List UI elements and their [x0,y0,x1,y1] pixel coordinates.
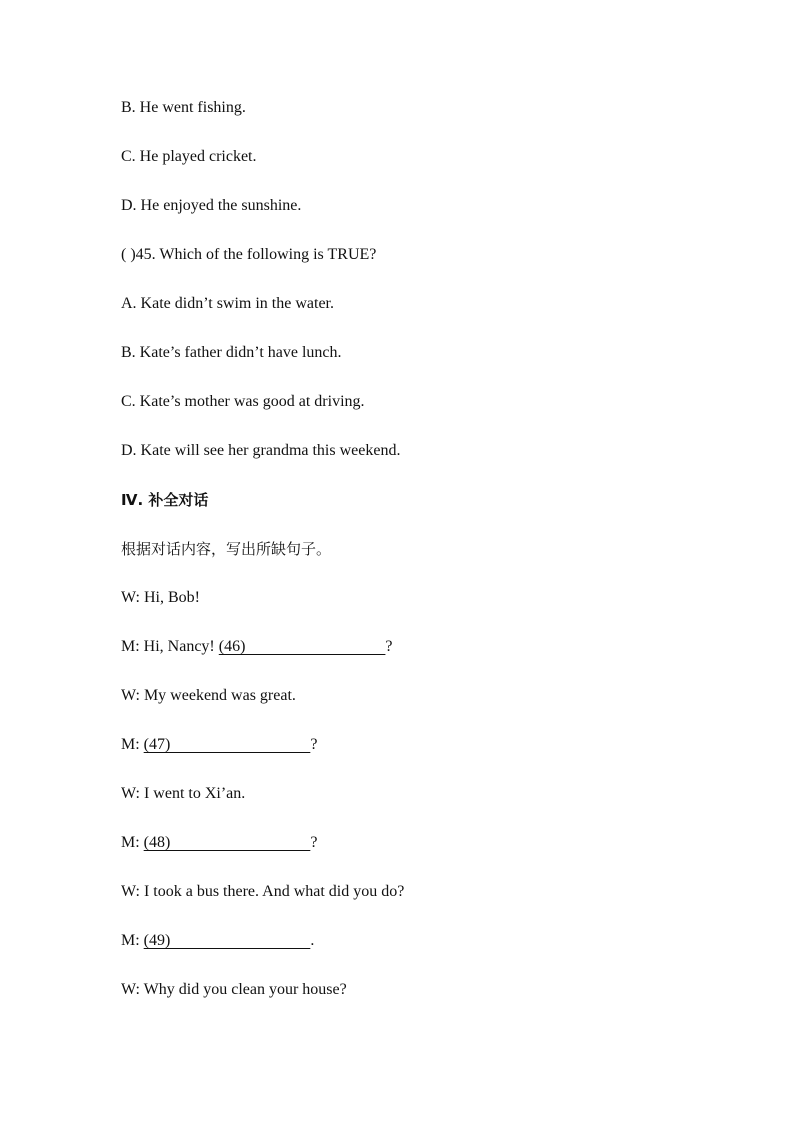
dialogue-punctuation: ? [385,638,393,655]
dialogue-line [121,882,404,902]
dialogue-text: M: Hi, Nancy! [121,638,219,655]
dialogue-text: W: I took a bus there. And what did you do? [121,883,405,900]
answer-blank-47: (47) [143,736,311,753]
option-a-q45: A. Kate didn’t swim in the water. [121,295,334,312]
option-c-q44: C. He played cricket. [121,148,257,165]
dialogue-punctuation: ? [310,736,318,753]
dialogue-line [121,686,296,706]
dialogue-punctuation: ? [310,834,318,851]
dialogue-text: M: [121,736,144,753]
dialogue-line [121,735,317,755]
dialogue-line [121,637,393,657]
dialogue-line [121,980,347,1000]
dialogue-text: M: [121,932,144,949]
dialogue-text: W: I went to Xi’an. [121,785,246,802]
option-d-q45: D. Kate will see her grandma this weekend. [121,442,401,459]
dialogue-line [121,588,200,608]
dialogue-text: M: [121,834,144,851]
dialogue-text: W: Why did you clean your house? [121,981,347,998]
section-instruction: 根据对话内容，写出所缺句子。 [121,540,332,558]
dialogue-text: W: Hi, Bob! [121,589,200,606]
answer-blank-48: (48) [143,834,311,851]
question-45-stem: ( )45. Which of the following is TRUE? [121,246,377,263]
dialogue-punctuation: . [310,932,315,949]
section-heading: Ⅳ. 补全对话 [121,491,209,509]
answer-blank-49: (49) [143,932,311,949]
dialogue-line [121,784,245,804]
dialogue-text: W: My weekend was great. [121,687,296,704]
dialogue-line [121,931,314,951]
option-b-q44: B. He went fishing. [121,99,246,116]
option-c-q45: C. Kate’s mother was good at driving. [121,393,365,410]
dialogue-line [121,833,317,853]
answer-blank-46: (46) [218,638,386,655]
option-b-q45: B. Kate’s father didn’t have lunch. [121,344,342,361]
option-d-q44: D. He enjoyed the sunshine. [121,197,302,214]
